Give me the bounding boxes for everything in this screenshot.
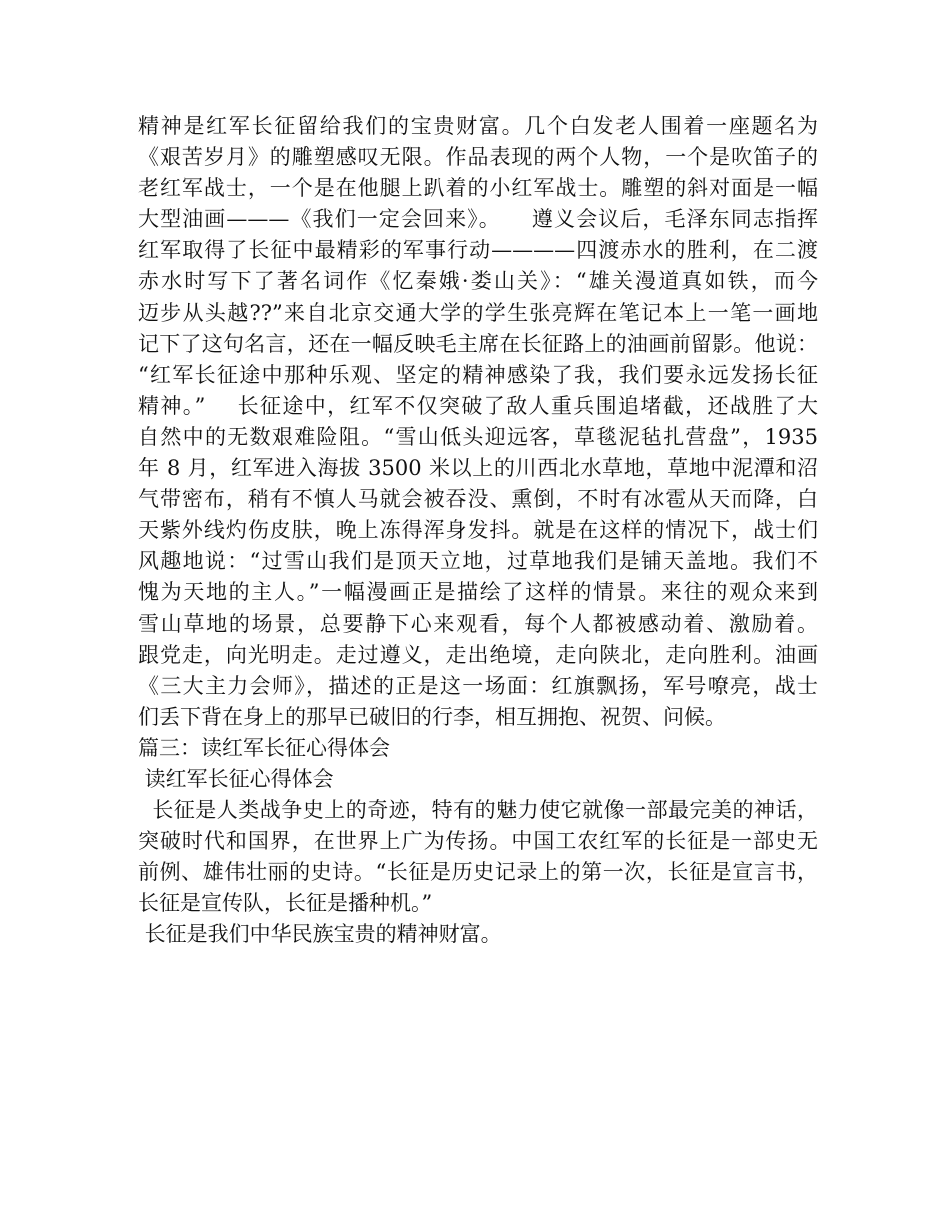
text-line: 雪山草地的场景，总要静下心来观看，每个人都被感动着、激励着。 [138, 611, 818, 636]
text-line: 迈步从头越??”来自北京交通大学的学生张亮辉在笔记本上一笔一画地 [138, 300, 818, 325]
text-line: 年 8 月，红军进入海拔 3500 米以上的川西北水草地，草地中泥潭和沼 [138, 456, 818, 481]
text-line: 突破时代和国界，在世界上广为传扬。中国工农红军的长征是一部史无 [138, 829, 818, 854]
text-line: 们丢下背在身上的那早已破旧的行李，相互拥抱、祝贺、问候。 [138, 704, 726, 729]
text-line: 长征是人类战争史上的奇迹，特有的魅力使它就像一部最完美的神话， [138, 798, 818, 823]
document-page [138, 111, 818, 951]
text-line: 赤水时写下了著名词作《忆秦娥·娄山关》：“雄关漫道真如铁，而今 [138, 269, 818, 294]
text-line: 精神。” 长征途中，红军不仅突破了敌人重兵围追堵截，还战胜了大 [138, 393, 818, 418]
text-line: 精神是红军长征留给我们的宝贵财富。几个白发老人围着一座题名为 [138, 114, 818, 138]
text-line: 天紫外线灼伤皮肤，晚上冻得浑身发抖。就是在这样的情况下，战士们 [138, 518, 818, 543]
text-line: 自然中的无数艰难险阻。“雪山低头迎远客，草毯泥毡扎营盘”，1935 [138, 424, 818, 449]
text-line: 《艰苦岁月》的雕塑感叹无限。作品表现的两个人物，一个是吹笛子的 [138, 145, 818, 170]
text-line: 大型油画———《我们一定会回来》。 遵义会议后，毛泽东同志指挥 [138, 207, 818, 232]
text-line: 长征是宣传队，长征是播种机。” [138, 891, 433, 916]
text-line: 长征是我们中华民族宝贵的精神财富。 [138, 922, 502, 947]
text-line: 篇三：读红军长征心得体会 [138, 735, 390, 760]
text-line: 红军取得了长征中最精彩的军事行动————四渡赤水的胜利，在二渡 [138, 238, 818, 263]
text-line: 记下了这句名言，还在一幅反映毛主席在长征路上的油画前留影。他说： [138, 331, 818, 356]
text-line: 跟党走，向光明走。走过遵义，走出绝境，走向陕北，走向胜利。油画 [138, 642, 818, 667]
text-line: 风趣地说：“过雪山我们是顶天立地，过草地我们是铺天盖地。我们不 [138, 549, 818, 574]
text-line: 前例、雄伟壮丽的史诗。“长征是历史记录上的第一次，长征是宣言书， [138, 860, 818, 885]
text-line: 老红军战士，一个是在他腿上趴着的小红军战士。雕塑的斜对面是一幅 [138, 176, 818, 201]
text-line: 《三大主力会师》，描述的正是这一场面：红旗飘扬，军号嘹亮，战士 [138, 673, 818, 698]
text-line: 愧为天地的主人。”一幅漫画正是描绘了这样的情景。来往的观众来到 [138, 580, 818, 605]
text-line: 气带密布，稍有不慎人马就会被吞没、熏倒，不时有冰雹从天而降，白 [138, 487, 818, 512]
text-line: 读红军长征心得体会 [138, 766, 334, 791]
text-line: “红军长征途中那种乐观、坚定的精神感染了我，我们要永远发扬长征 [138, 362, 818, 387]
